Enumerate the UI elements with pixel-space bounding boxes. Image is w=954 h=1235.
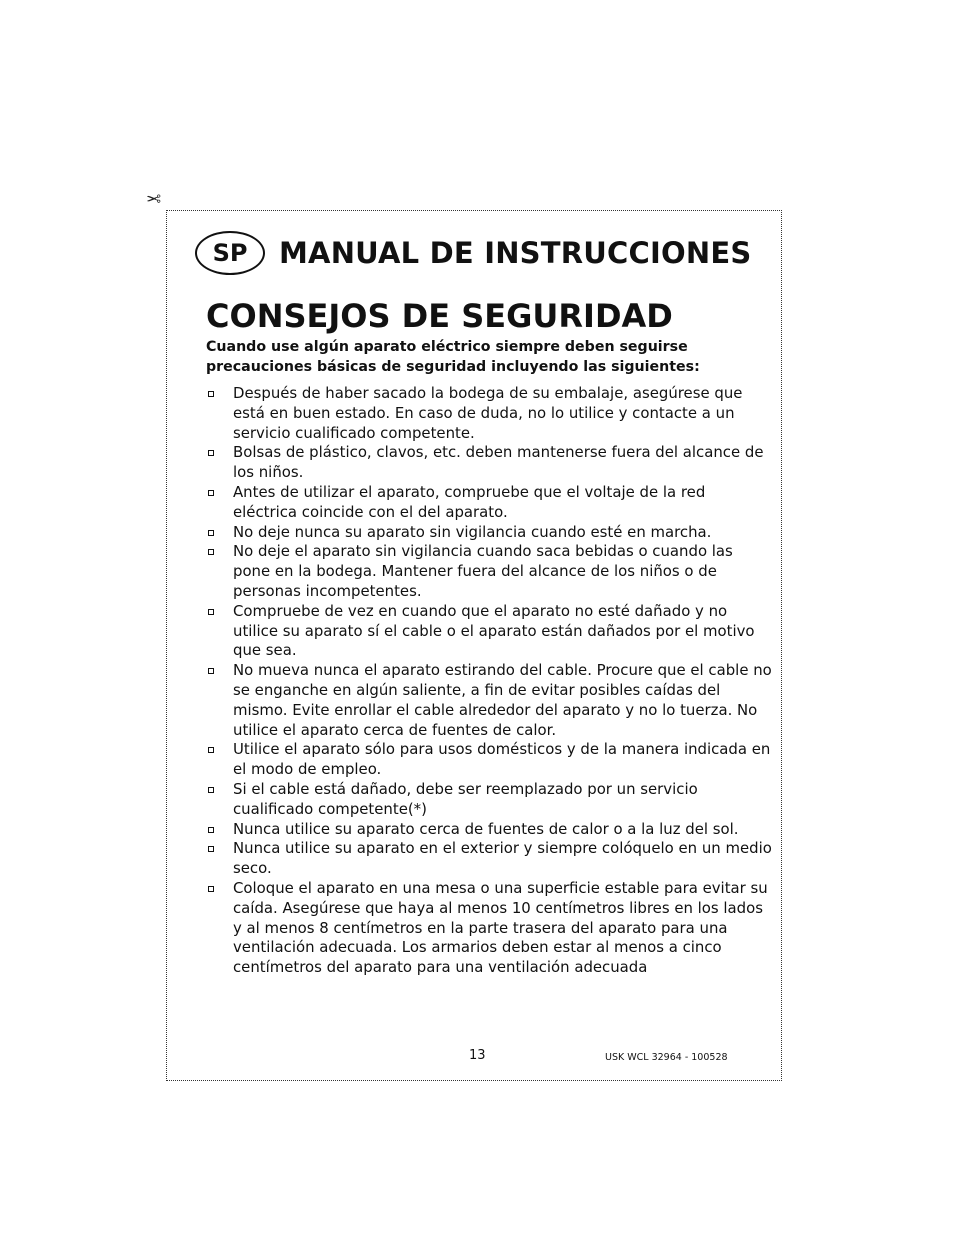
section-title: CONSEJOS DE SEGURIDAD (206, 297, 673, 335)
safety-rule-text: Utilice el aparato sólo para usos domésticos y de la manera indicada en el modo de empleo. (233, 740, 771, 779)
square-bullet-icon (208, 549, 214, 555)
square-bullet-icon (208, 827, 214, 833)
safety-rule-text: Nunca utilice su aparato en el exterior y siempre colóquelo en un medio seco. (233, 839, 772, 878)
safety-rules-list (206, 384, 772, 978)
safety-rule (206, 740, 772, 780)
square-bullet-icon (208, 787, 214, 793)
page-number: 13 (469, 1048, 486, 1063)
square-bullet-icon (208, 609, 214, 615)
square-bullet-icon (208, 668, 214, 674)
intro-text: Cuando use algún aparato eléctrico siempre deben seguirse precauciones básicas de seguridad incluyendo las siguientes: (206, 339, 700, 375)
safety-rule (206, 523, 772, 543)
safety-rule (206, 661, 772, 740)
safety-rule-text: Después de haber sacado la bodega de su embalaje, asegúrese que está en buen estado. En caso de duda, no lo utilice y contacte a un servicio cualificado competente. (233, 384, 743, 442)
scissors-icon: ✂ (146, 187, 162, 208)
square-bullet-icon (208, 846, 214, 852)
square-bullet-icon (208, 530, 214, 536)
safety-rule-text: No deje el aparato sin vigilancia cuando saca bebidas o cuando las pone en la bodega. Mantener fuera del alcance de los niños o de personas incompetentes. (233, 542, 733, 600)
document-code: USK WCL 32964 - 100528 (605, 1052, 728, 1063)
safety-rule (206, 602, 772, 661)
safety-rule (206, 820, 772, 840)
manual-header (195, 228, 751, 278)
safety-rule (206, 443, 772, 483)
safety-rule (206, 483, 772, 523)
safety-rule-text: Coloque el aparato en una mesa o una superficie estable para evitar su caída. Asegúrese que haya al menos 10 centímetros libres en los lados y al menos 8 centímetros en la parte trasera del aparato para una ventilación adecuada. Los armarios deben estar al menos a cinco centímetros del aparato para una ventilación adecuada (233, 878, 768, 977)
language-badge: SP (195, 231, 265, 275)
square-bullet-icon (208, 391, 214, 397)
safety-rule (206, 384, 772, 443)
square-bullet-icon (208, 450, 214, 456)
square-bullet-icon (208, 747, 214, 753)
square-bullet-icon (208, 490, 214, 496)
safety-rule-text: No deje nunca su aparato sin vigilancia cuando esté en marcha. (233, 522, 712, 541)
safety-rule (206, 839, 772, 879)
safety-rule-text: Antes de utilizar el aparato, compruebe que el voltaje de la red eléctrica coincide con el del aparato. (233, 482, 706, 521)
safety-rule (206, 780, 772, 820)
safety-rule-text: No mueva nunca el aparato estirando del cable. Procure que el cable no se enganche en algún saliente, a fin de evitar posibles caídas del mismo. Evite enrollar el cable alrededor del aparato y no lo tuerza. No utilice el aparato cerca de fuentes de calor. (233, 661, 772, 739)
safety-rule-text: Nunca utilice su aparato cerca de fuentes de calor o a la luz del sol. (233, 819, 739, 838)
safety-rule-text: Bolsas de plástico, clavos, etc. deben mantenerse fuera del alcance de los niños. (233, 443, 764, 482)
safety-rule (206, 879, 772, 978)
manual-title: MANUAL DE INSTRUCCIONES (279, 236, 752, 270)
square-bullet-icon (208, 886, 214, 892)
safety-rule-text: Si el cable está dañado, debe ser reemplazado por un servicio cualificado competente(*) (233, 779, 698, 818)
safety-rule (206, 542, 772, 601)
safety-rule-text: Compruebe de vez en cuando que el aparato no esté dañado y no utilice su aparato sí el cable o el aparato están dañados por el motivo que sea. (233, 601, 755, 660)
